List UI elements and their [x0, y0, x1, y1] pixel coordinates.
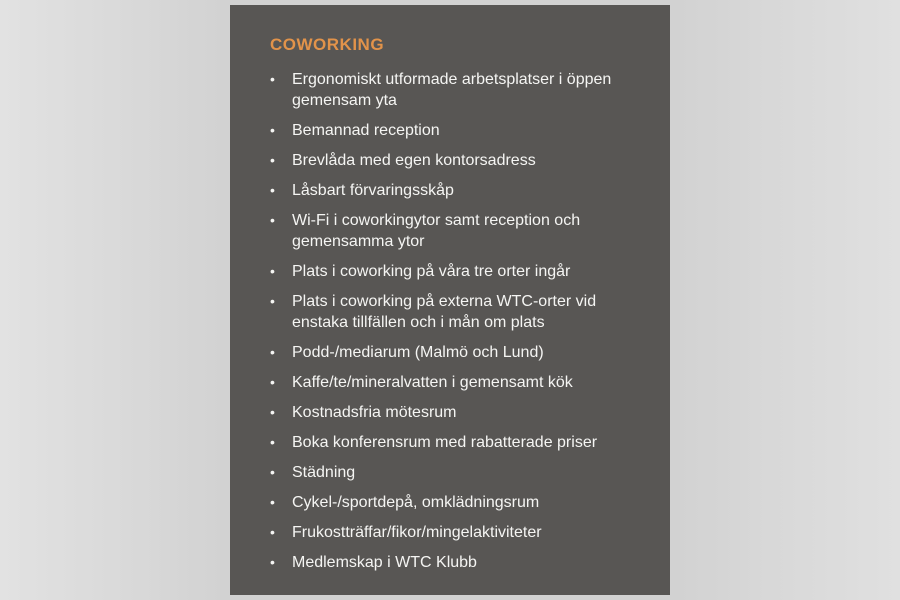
- bullet-icon: •: [270, 494, 275, 510]
- list-item: [270, 120, 625, 141]
- bullet-icon: •: [270, 404, 275, 420]
- bullet-icon: •: [270, 554, 275, 570]
- list-item-text: Frukostträffar/fikor/mingelaktiviteter: [292, 524, 542, 541]
- panel-title: COWORKING: [270, 35, 385, 54]
- bullet-icon: •: [270, 464, 275, 480]
- bullet-icon: •: [270, 212, 275, 228]
- list-item: [270, 522, 625, 543]
- list-item-text: Städning: [292, 464, 356, 481]
- bullet-icon: •: [270, 71, 275, 87]
- bullet-icon: •: [270, 374, 275, 390]
- list-item: [270, 291, 625, 333]
- list-item-text: Cykel-/sportdepå, omklädningsrum: [292, 494, 540, 511]
- list-item-text: Bemannad reception: [292, 122, 440, 139]
- bullet-icon: •: [270, 344, 275, 360]
- list-item-text: Brevlåda med egen kontorsadress: [292, 152, 536, 169]
- list-item-text: Boka konferensrum med rabatterade priser: [292, 434, 598, 451]
- list-item-text: Wi-Fi i coworkingytor samt reception och gemensamma ytor: [292, 212, 581, 250]
- list-item: [270, 342, 625, 363]
- list-item-text: Medlemskap i WTC Klubb: [292, 554, 477, 571]
- list-item: [270, 210, 625, 252]
- list-item-text: Kaffe/te/mineralvatten i gemensamt kök: [292, 374, 573, 391]
- bullet-icon: •: [270, 524, 275, 540]
- list-item: [270, 492, 625, 513]
- list-item-text: Podd-/mediarum (Malmö och Lund): [292, 344, 544, 361]
- list-item-text: Plats i coworking på externa WTC-orter vid enstaka tillfällen och i mån om plats: [292, 293, 597, 331]
- list-item: [270, 372, 625, 393]
- list-item: [270, 69, 625, 111]
- bullet-icon: •: [270, 182, 275, 198]
- list-item: [270, 261, 625, 282]
- list-item: [270, 462, 625, 483]
- bullet-icon: •: [270, 122, 275, 138]
- bullet-icon: •: [270, 293, 275, 309]
- bullet-icon: •: [270, 263, 275, 279]
- list-item-text: Ergonomiskt utformade arbetsplatser i öppen gemensam yta: [292, 71, 612, 109]
- list-item: [270, 402, 625, 423]
- list-item-text: Kostnadsfria mötesrum: [292, 404, 457, 421]
- bullet-icon: •: [270, 152, 275, 168]
- list-item: [270, 150, 625, 171]
- list-item: [270, 432, 625, 453]
- list-item-text: Låsbart förvaringsskåp: [292, 182, 454, 199]
- list-item: [270, 552, 625, 573]
- coworking-panel: [230, 5, 670, 595]
- list-item-text: Plats i coworking på våra tre orter ingår: [292, 263, 571, 280]
- list-item: [270, 180, 625, 201]
- bullet-icon: •: [270, 434, 275, 450]
- amenities-list: [270, 69, 625, 573]
